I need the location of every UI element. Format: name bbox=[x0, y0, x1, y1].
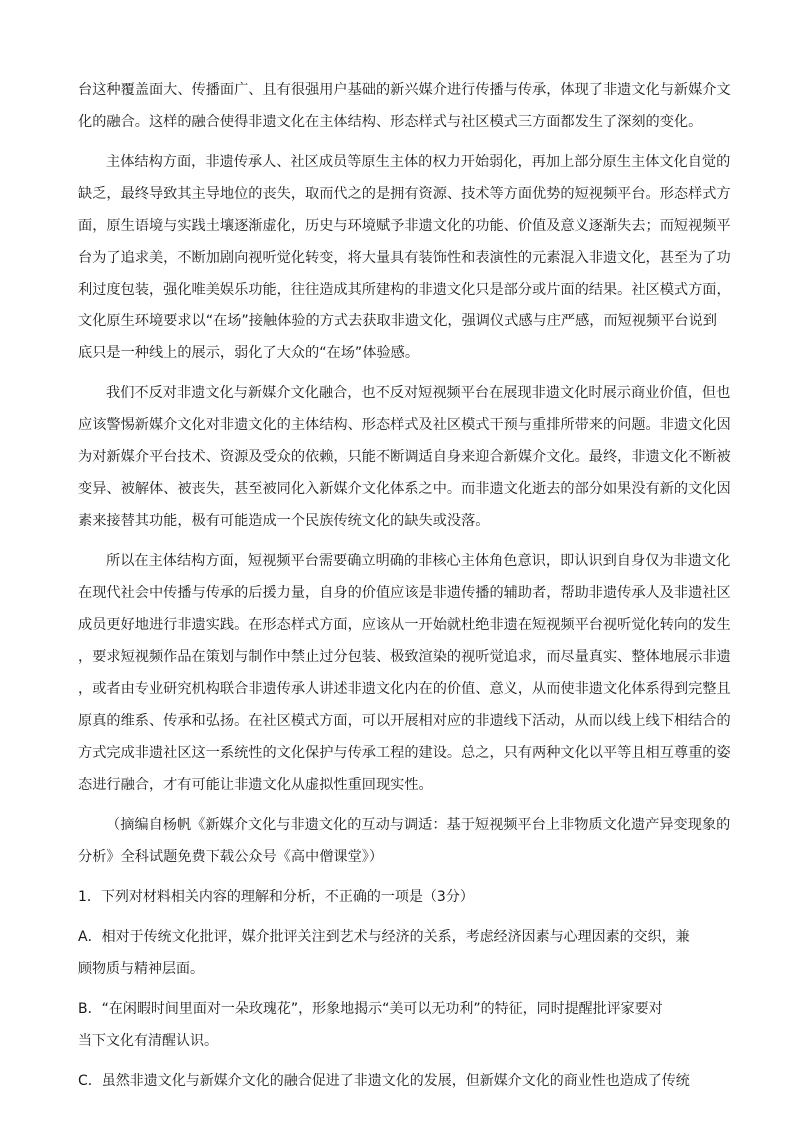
paragraph-line: 台这种覆盖面大、传播面广、且有很强用户基础的新兴媒介进行传播与传承，体现了非遗文化与新媒介文 bbox=[78, 82, 731, 98]
paragraph-line: 态进行融合，才有可能让非遗文化从虚拟性重回现实性。 bbox=[78, 777, 433, 793]
paragraph-line: 所以在主体结构方面，短视频平台需要确立明确的非核心主体角色意识，即认识到自身仅为非遗文化 bbox=[106, 553, 731, 569]
paragraph-line: 成员更好地进行非遗实践。在形态样式方面，应该从一开始就杜绝非遗在短视频平台视听觉化转向的发生 bbox=[78, 617, 731, 633]
paragraph-line: 利过度包装，强化唯美娱乐功能，往往造成其所建构的非遗文化只是部分或片面的结果。社区模式方面， bbox=[78, 282, 731, 298]
paragraph-line: 化的融合。这样的融合使得非遗文化在主体结构、形态样式与社区模式三方面都发生了深刻的变化。 bbox=[78, 114, 703, 130]
question-stem: 1．下列对材料相关内容的理解和分析，不正确的一项是（3分） bbox=[78, 889, 474, 905]
paragraph-line: 缺乏，最终导致其主导地位的丧失，取而代之的是拥有资源、技术等方面优势的短视频平台。形态样式方 bbox=[78, 186, 731, 202]
paragraph-line: 台为了追求美，不断加剧向视听觉化转变，将大量具有装饰性和表演性的元素混入非遗文化，甚至为了功 bbox=[78, 250, 731, 266]
paragraph-line: 为对新媒介平台技术、资源及受众的依赖，只能不断调适自身来迎合新媒介文化。最终，非遗文化不断被 bbox=[78, 449, 731, 465]
option-a: A．相对于传统文化批评，媒介批评关注到艺术与经济的关系，考虑经济因素与心理因素的交织，兼 bbox=[78, 929, 690, 945]
option-a: 顾物质与精神层面。 bbox=[78, 961, 204, 977]
option-b: B．“在闲暇时间里面对一朵玫瑰花”，形象地揭示“美可以无功利”的特征，同时提醒批评家要对 bbox=[78, 1001, 663, 1017]
paragraph-line: 我们不反对非遗文化与新媒介文化融合，也不反对短视频平台在展现非遗文化时展示商业价值，但也 bbox=[106, 385, 731, 401]
paragraph-line: 原真的维系、传承和弘扬。在社区模式方面，可以开展相对应的非遗线下活动，从而以线上线下相结合的 bbox=[78, 713, 731, 729]
paragraph-line: 在现代社会中传播与传承的后援力量，自身的价值应该是非遗传播的辅助者，帮助非遗传承人及非遗社区 bbox=[78, 585, 731, 601]
paragraph-line: 底只是一种线上的展示，弱化了大众的“在场”体验感。 bbox=[78, 345, 420, 361]
paragraph-line: 文化原生环境要求以“在场”接触体验的方式去获取非遗文化，强调仪式感与庄严感，而短视频平台说到 bbox=[78, 313, 717, 329]
paragraph-line: ，或者由专业研究机构联合非遗传承人讲述非遗文化内在的价值、意义，从而使非遗文化体系得到完整且 bbox=[78, 681, 731, 697]
source-citation: （摘编自杨帆《新媒介文化与非遗文化的互动与调适：基于短视频平台上非物质文化遗产异变现象的 bbox=[106, 817, 731, 833]
option-c: C．虽然非遗文化与新媒介文化的融合促进了非遗文化的发展，但新媒介文化的商业性也造成了传统 bbox=[78, 1073, 690, 1089]
paragraph-line: 主体结构方面，非遗传承人、社区成员等原生主体的权力开始弱化，再加上部分原生主体文化自觉的 bbox=[106, 154, 731, 170]
paragraph-line: 应该警惕新媒介文化对非遗文化的主体结构、形态样式及社区模式干预与重排所带来的问题。非遗文化因 bbox=[78, 417, 731, 433]
option-b: 当下文化有清醒认识。 bbox=[78, 1033, 218, 1049]
paragraph-line: 素来接替其功能，极有可能造成一个民族传统文化的缺失或没落。 bbox=[78, 513, 490, 529]
paragraph-line: ，要求短视频作品在策划与制作中禁止过分包装、极致渲染的视听觉追求，而尽量真实、整体地展示非遗 bbox=[78, 649, 731, 665]
source-citation: 分析》全科试题免费下载公众号《高中僧课堂》） bbox=[78, 849, 384, 865]
paragraph-line: 面，原生语境与实践土壤逐渐虚化，历史与环境赋予非遗文化的功能、价值及意义逐渐失去；而短视频平 bbox=[78, 218, 731, 234]
paragraph-line: 方式完成非遗社区这一系统性的文化保护与传承工程的建设。总之，只有两种文化以平等且相互尊重的姿 bbox=[78, 745, 731, 761]
paragraph-line: 变异、被解体、被丧失，甚至被同化入新媒介文化体系之中。而非遗文化逝去的部分如果没有新的文化因 bbox=[78, 481, 731, 497]
